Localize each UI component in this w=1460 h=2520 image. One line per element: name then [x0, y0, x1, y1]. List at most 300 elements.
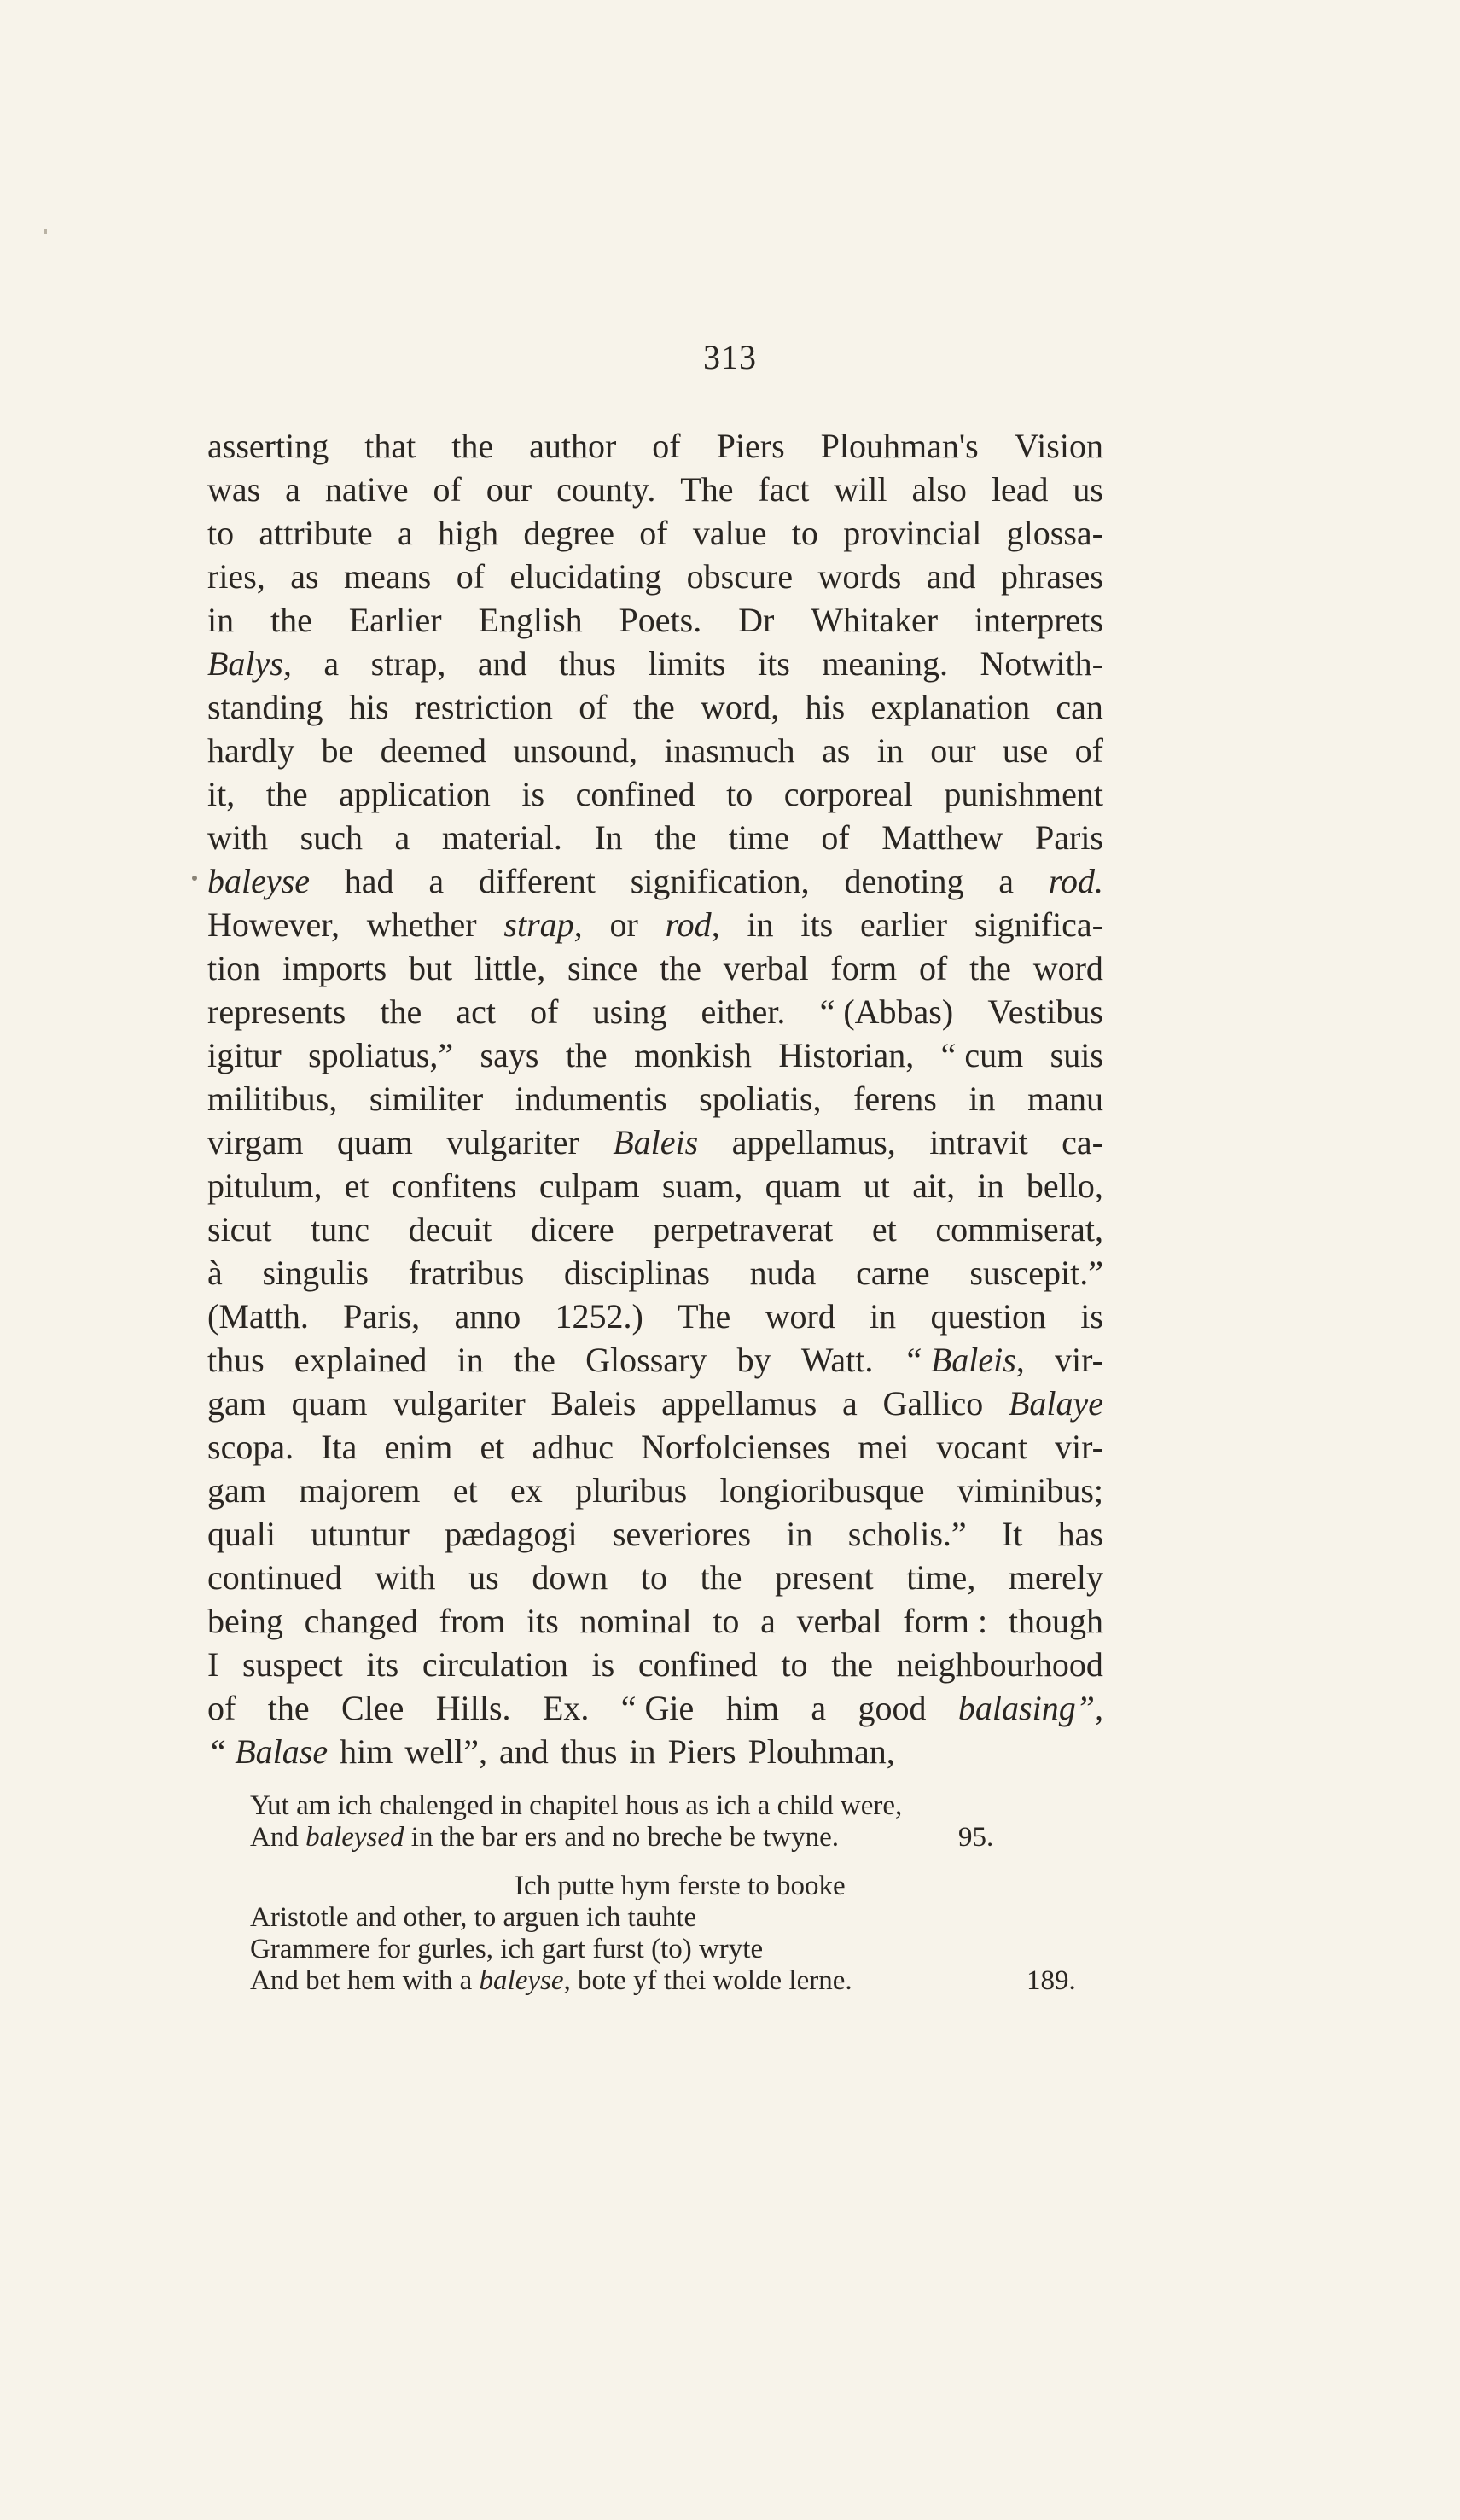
word: attribute — [259, 514, 373, 552]
word: form — [830, 949, 898, 987]
word: Matthew — [881, 818, 1003, 857]
word: ex — [509, 1471, 543, 1510]
verse-line — [250, 1822, 1069, 1854]
word: in — [207, 601, 235, 639]
word: culpam — [538, 1167, 640, 1205]
word: our — [486, 470, 532, 509]
text-line — [207, 1425, 1103, 1469]
word: The — [678, 1297, 731, 1336]
word: Plouhman, — [747, 1732, 895, 1771]
word: him — [340, 1732, 393, 1771]
word: that — [364, 427, 416, 465]
verse-line-number: 95. — [958, 1822, 994, 1853]
text-line — [207, 1077, 1103, 1120]
word: manu — [1027, 1080, 1103, 1118]
word: a — [285, 470, 300, 509]
word: scopa. — [207, 1428, 294, 1466]
word: in — [786, 1515, 813, 1553]
word: Whitaker — [811, 601, 939, 639]
word: being — [207, 1602, 283, 1640]
word: with — [207, 818, 269, 857]
verse-line-text: Ich putte hym ferste to booke — [515, 1871, 846, 1901]
word: restriction — [414, 688, 553, 726]
word: quam — [337, 1123, 413, 1161]
word: hardly — [207, 731, 295, 770]
word: à — [207, 1254, 223, 1292]
word: in — [876, 731, 904, 770]
word: his — [805, 688, 846, 726]
word: in — [457, 1341, 484, 1379]
word: mei — [858, 1428, 910, 1466]
word: county. — [556, 470, 656, 509]
word: However, — [207, 905, 340, 944]
word: time — [728, 818, 789, 857]
word: changed — [304, 1602, 418, 1640]
word: act — [456, 992, 496, 1031]
word: tunc — [311, 1210, 370, 1248]
word: means — [344, 557, 432, 596]
word: fratribus — [408, 1254, 525, 1292]
word: spoliatus,” — [308, 1036, 454, 1074]
word: virgam — [207, 1123, 304, 1161]
word: vir- — [1055, 1341, 1103, 1379]
word: Watt. — [800, 1341, 874, 1379]
word: tion — [207, 949, 261, 987]
word: suis — [1050, 1036, 1103, 1074]
text-line — [207, 1643, 1103, 1686]
word: et — [871, 1210, 897, 1248]
word: him — [725, 1689, 779, 1727]
word: pædagogi — [445, 1515, 578, 1553]
word: Vestibus — [987, 992, 1103, 1031]
word: Balaye — [1008, 1384, 1103, 1423]
verse-line-text: Grammere for gurles, ich gart furst (to) wryte — [250, 1934, 764, 1964]
word: et — [480, 1428, 505, 1466]
word: the — [270, 601, 312, 639]
word: bello, — [1026, 1167, 1103, 1205]
word: good — [858, 1689, 927, 1727]
word: commiserat, — [935, 1210, 1103, 1248]
text-line — [207, 642, 1103, 685]
word: et — [344, 1167, 369, 1205]
word: Glossary — [585, 1341, 707, 1379]
body-paragraph — [207, 424, 1103, 1773]
text-line — [207, 1512, 1103, 1556]
word: its — [758, 644, 790, 683]
word: the — [700, 1558, 742, 1597]
word: “ Baleis, — [903, 1341, 1025, 1379]
word: time, — [906, 1558, 976, 1597]
word: and — [498, 1732, 549, 1771]
word: in — [968, 1080, 996, 1118]
word: limits — [648, 644, 726, 683]
word: neighbourhood — [896, 1645, 1103, 1684]
word: rod. — [1048, 862, 1103, 900]
word: The — [680, 470, 734, 509]
word: Piers — [716, 427, 785, 465]
word: of — [1074, 731, 1103, 770]
word: sicut — [207, 1210, 272, 1248]
word: continued — [207, 1558, 342, 1597]
word: ca- — [1062, 1123, 1103, 1161]
word: fact — [758, 470, 810, 509]
text-line — [207, 424, 1103, 468]
word: also — [911, 470, 967, 509]
word: it, — [207, 775, 236, 813]
word: Dr — [738, 601, 775, 639]
word: punishment — [944, 775, 1103, 813]
word: a — [842, 1384, 858, 1423]
word: either. — [701, 992, 786, 1031]
word: native — [324, 470, 409, 509]
word: “ Gie — [620, 1689, 695, 1727]
word: signification, — [630, 862, 810, 900]
word: present — [775, 1558, 874, 1597]
word: a — [397, 514, 413, 552]
word: appellamus, — [731, 1123, 896, 1161]
word: be — [321, 731, 354, 770]
text-line — [207, 685, 1103, 729]
word: of — [207, 1689, 236, 1727]
word: the — [660, 949, 701, 987]
text-line — [207, 990, 1103, 1033]
text-line — [207, 468, 1103, 511]
text-line — [207, 1295, 1103, 1338]
word: its — [526, 1602, 559, 1640]
word: us — [1073, 470, 1103, 509]
word: Baleis — [613, 1123, 699, 1161]
word: inasmuch — [664, 731, 795, 770]
word: to — [726, 775, 753, 813]
word: glossa- — [1006, 514, 1103, 552]
word: carne — [856, 1254, 930, 1292]
word: a — [998, 862, 1015, 900]
word: ferens — [853, 1080, 937, 1118]
word: lead — [991, 470, 1049, 509]
word: well”, — [404, 1732, 487, 1771]
word: the — [380, 992, 422, 1031]
text-line — [207, 903, 1103, 946]
word: thus — [559, 644, 616, 683]
verse-line — [250, 1965, 1076, 1997]
word: a — [394, 818, 410, 857]
word: of — [579, 688, 608, 726]
word: decuit — [408, 1210, 492, 1248]
word: is — [1080, 1297, 1103, 1336]
word: balasing”, — [957, 1689, 1103, 1727]
word: of — [821, 818, 850, 857]
word: down — [532, 1558, 608, 1597]
word: gam — [207, 1471, 266, 1510]
word: vulgariter — [446, 1123, 579, 1161]
word: Historian, — [778, 1036, 915, 1074]
word: a — [811, 1689, 827, 1727]
word: dicere — [530, 1210, 614, 1248]
word: significa- — [974, 905, 1103, 944]
word: and — [926, 557, 976, 596]
text-line — [207, 1686, 1103, 1730]
text-line — [207, 1164, 1103, 1208]
word: in — [870, 1297, 897, 1336]
word: elucidating — [509, 557, 662, 596]
word: the — [565, 1036, 608, 1074]
page-number: 313 — [703, 338, 757, 376]
word: similiter — [369, 1080, 484, 1118]
word: to — [207, 514, 235, 552]
word: in — [747, 905, 774, 944]
word: Poets. — [619, 601, 702, 639]
text-line — [207, 1120, 1103, 1164]
word: of — [433, 470, 462, 509]
word: ait, — [912, 1167, 956, 1205]
word: utuntur — [311, 1515, 410, 1553]
word: is — [521, 775, 545, 813]
word: its — [800, 905, 834, 944]
word: the — [265, 775, 308, 813]
word: ut — [863, 1167, 890, 1205]
word: to — [713, 1602, 740, 1640]
margin-mark — [192, 876, 197, 881]
word: different — [478, 862, 596, 900]
word: degree — [523, 514, 615, 552]
word: of — [652, 427, 681, 465]
word: Clee — [341, 1689, 404, 1727]
text-line — [207, 1730, 1103, 1773]
word: In — [594, 818, 623, 857]
word: enim — [384, 1428, 453, 1466]
text-line — [207, 1556, 1103, 1599]
word: baleyse — [207, 862, 310, 900]
verse-line — [250, 1871, 1069, 1902]
text-line — [207, 729, 1103, 772]
word: application — [339, 775, 491, 813]
verse-line-text: Aristotle and other, to arguen ich tauhte — [250, 1902, 697, 1933]
word: of — [918, 949, 948, 987]
word: high — [438, 514, 499, 552]
text-line — [207, 946, 1103, 990]
word: corporeal — [783, 775, 913, 813]
word: Earlier — [348, 601, 442, 639]
word: thus — [207, 1341, 265, 1379]
word: suscepit.” — [969, 1254, 1103, 1292]
word: I — [207, 1645, 219, 1684]
word: anno — [454, 1297, 521, 1336]
word: word — [765, 1297, 835, 1336]
word: but — [409, 949, 453, 987]
word: can — [1056, 688, 1103, 726]
word: spoliatis, — [699, 1080, 822, 1118]
word: form : — [903, 1602, 988, 1640]
word: asserting — [207, 427, 329, 465]
text-line — [207, 772, 1103, 816]
word: quam — [765, 1167, 841, 1205]
word: whether — [366, 905, 477, 944]
text-line — [207, 1338, 1103, 1382]
word: the — [267, 1689, 310, 1727]
word: the — [451, 427, 494, 465]
word: the — [969, 949, 1011, 987]
word: provincial — [843, 514, 982, 552]
word: using — [592, 992, 667, 1031]
word: strap, — [503, 905, 583, 944]
text-line — [207, 1208, 1103, 1251]
verse-line — [250, 1934, 1069, 1965]
word: as — [822, 731, 851, 770]
word: imports — [282, 949, 387, 987]
word: “ cum — [940, 1036, 1024, 1074]
word: a — [760, 1602, 776, 1640]
text-line — [207, 859, 1103, 903]
word: circulation — [422, 1645, 568, 1684]
word: quali — [207, 1515, 276, 1553]
word: Paris, — [343, 1297, 421, 1336]
word: et — [452, 1471, 478, 1510]
word: us — [468, 1558, 499, 1597]
word: Balys, — [207, 644, 292, 683]
word: appellamus — [661, 1384, 817, 1423]
word: rod, — [665, 905, 720, 944]
word: monkish — [634, 1036, 752, 1074]
word: our — [930, 731, 976, 770]
word: in — [977, 1167, 1004, 1205]
word: earlier — [860, 905, 948, 944]
word: Ex. — [542, 1689, 590, 1727]
word: “ (Abbas) — [819, 992, 954, 1031]
word: perpetraverat — [653, 1210, 834, 1248]
word: little, — [474, 949, 546, 987]
word: Baleis — [550, 1384, 637, 1423]
word: Notwith- — [980, 644, 1103, 683]
word: the — [514, 1341, 555, 1379]
word: of — [456, 557, 486, 596]
word: strap, — [370, 644, 446, 683]
word: says — [480, 1036, 539, 1074]
word: adhuc — [532, 1428, 614, 1466]
word: interprets — [974, 601, 1103, 639]
word: of — [530, 992, 559, 1031]
word: to — [781, 1645, 808, 1684]
word: to — [791, 514, 818, 552]
verse-line-text: And bet hem with a baleyse, bote yf thei wolde lerne. — [250, 1965, 852, 1996]
verse-line — [250, 1902, 1069, 1934]
word: word — [1032, 949, 1103, 987]
word: vir- — [1055, 1428, 1103, 1466]
verse-line-number: 189. — [1027, 1965, 1076, 1996]
word: is — [591, 1645, 615, 1684]
word: militibus, — [207, 1080, 338, 1118]
word: the — [654, 818, 697, 857]
word: Ita — [321, 1428, 358, 1466]
word: suam, — [661, 1167, 743, 1205]
word: word, — [701, 688, 780, 726]
text-line — [207, 1469, 1103, 1512]
word: though — [1008, 1602, 1103, 1640]
word: denoting — [844, 862, 964, 900]
word: material. — [441, 818, 562, 857]
text-line — [207, 816, 1103, 859]
word: quam — [291, 1384, 368, 1423]
word: question — [930, 1297, 1047, 1336]
word: It — [1001, 1515, 1023, 1553]
word: scholis.” — [847, 1515, 967, 1553]
word: longioribusque — [719, 1471, 925, 1510]
word: represents — [207, 992, 346, 1031]
word: Vision — [1014, 427, 1103, 465]
word: since — [567, 949, 638, 987]
word: “ Balase — [207, 1732, 329, 1771]
word: author — [529, 427, 617, 465]
verse-line — [250, 1790, 1069, 1822]
word: 1252.) — [555, 1297, 643, 1336]
word: Plouhman's — [820, 427, 979, 465]
word: verbal — [796, 1602, 882, 1640]
word: (Matth. — [207, 1297, 309, 1336]
word: the — [831, 1645, 874, 1684]
word: intravit — [929, 1123, 1028, 1161]
word: meaning. — [822, 644, 949, 683]
text-line — [207, 1033, 1103, 1077]
word: igitur — [207, 1036, 282, 1074]
word: nominal — [579, 1602, 692, 1640]
word: singulis — [262, 1254, 369, 1292]
word: to — [640, 1558, 667, 1597]
word: in — [629, 1732, 656, 1771]
word: as — [290, 557, 319, 596]
text-line — [207, 1599, 1103, 1643]
word: standing — [207, 688, 323, 726]
word: Paris — [1035, 818, 1103, 857]
word: such — [300, 818, 363, 857]
word: Hills. — [435, 1689, 511, 1727]
word: vocant — [936, 1428, 1027, 1466]
word: confined — [637, 1645, 758, 1684]
word: deemed — [380, 731, 487, 770]
word: use — [1002, 731, 1049, 770]
word: unsound, — [513, 731, 637, 770]
word: verbal — [723, 949, 809, 987]
word: suspect — [241, 1645, 343, 1684]
word: gam — [207, 1384, 266, 1423]
word: pitulum, — [207, 1167, 323, 1205]
word: a — [428, 862, 445, 900]
text-line — [207, 511, 1103, 555]
word: with — [375, 1558, 436, 1597]
word: confitens — [391, 1167, 517, 1205]
word: words — [817, 557, 902, 596]
text-line — [207, 1251, 1103, 1295]
word: thus — [560, 1732, 618, 1771]
word: Piers — [667, 1732, 736, 1771]
word: ries, — [207, 557, 265, 596]
word: by — [736, 1341, 771, 1379]
word: was — [207, 470, 261, 509]
word: obscure — [686, 557, 794, 596]
word: viminibus; — [957, 1471, 1103, 1510]
word: explained — [294, 1341, 428, 1379]
word: of — [639, 514, 668, 552]
text-line — [207, 598, 1103, 642]
word: had — [344, 862, 394, 900]
word: and — [477, 644, 527, 683]
word: indumentis — [515, 1080, 667, 1118]
word: majorem — [299, 1471, 421, 1510]
word: or — [609, 905, 638, 944]
text-line — [207, 1382, 1103, 1425]
word: will — [834, 470, 887, 509]
word: has — [1057, 1515, 1103, 1553]
word: nuda — [749, 1254, 817, 1292]
word: a — [323, 644, 340, 683]
